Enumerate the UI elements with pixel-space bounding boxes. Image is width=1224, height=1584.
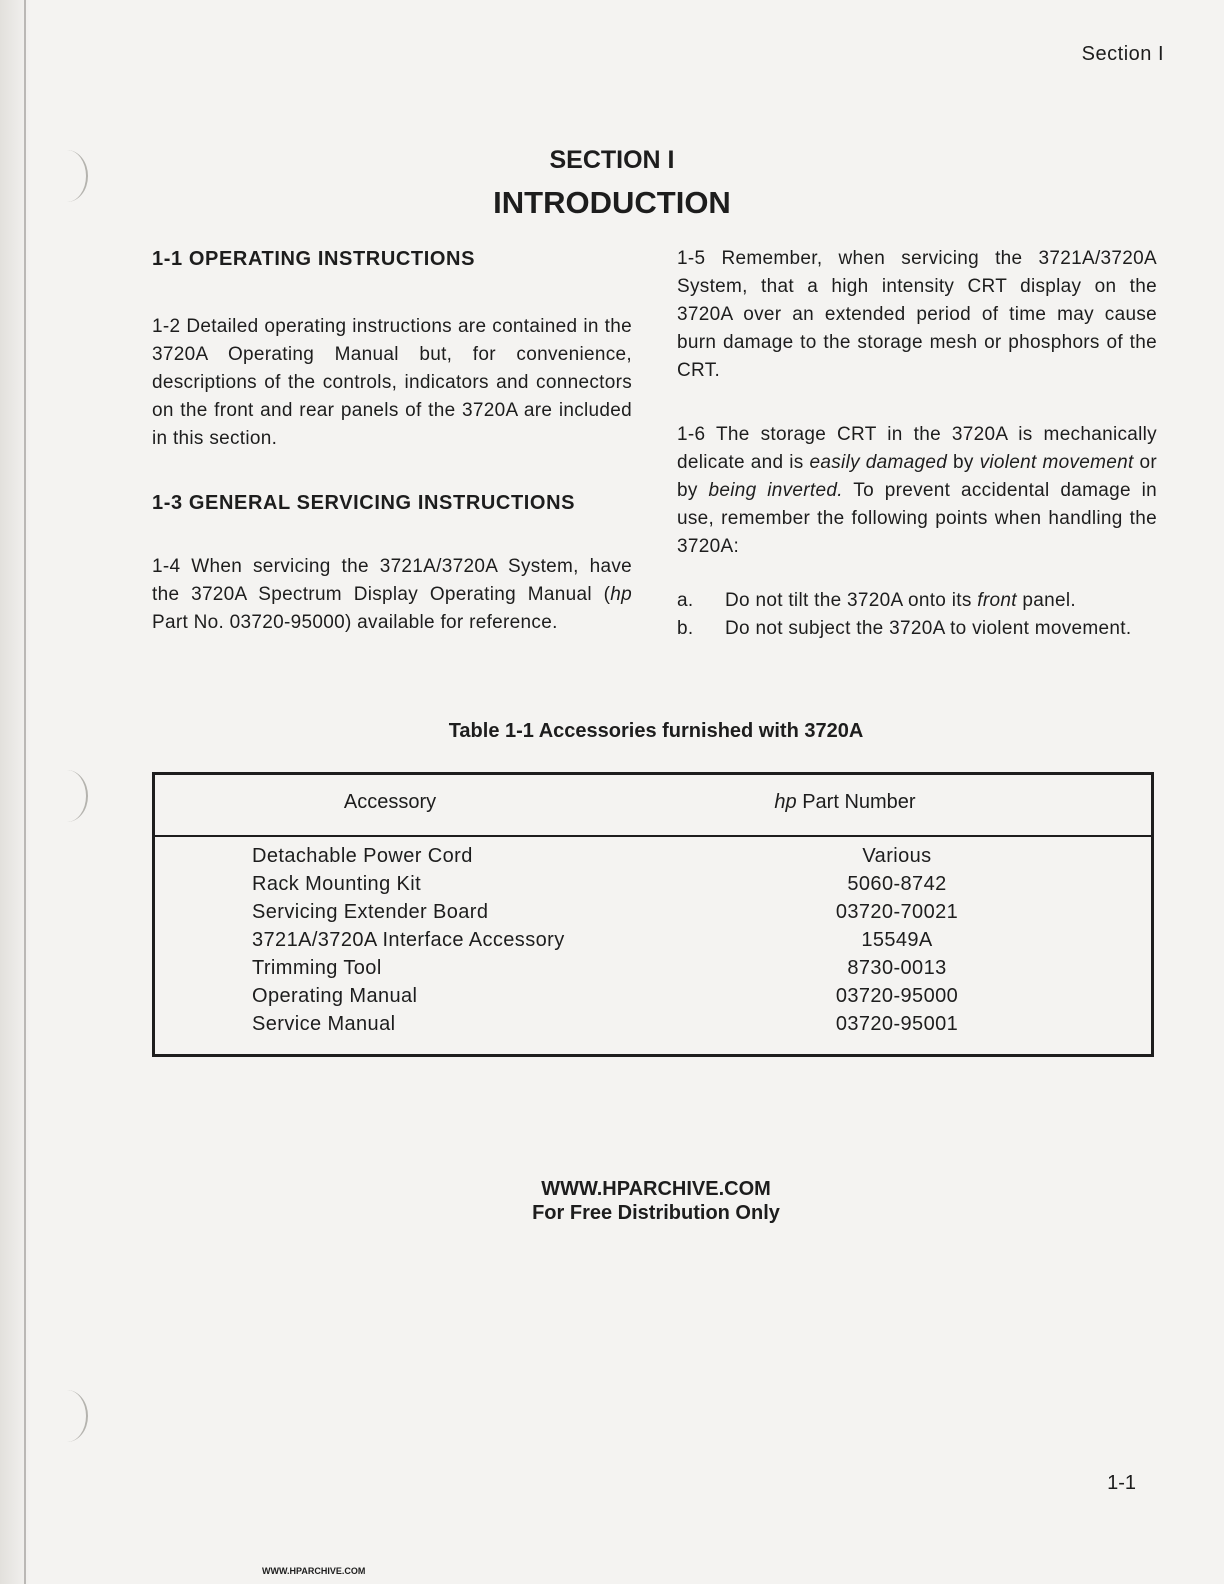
accessory-cell: Rack Mounting Kit: [252, 873, 422, 895]
table-row: [155, 873, 1151, 901]
right-column: [677, 245, 1157, 643]
part-number-cell: 15549A: [861, 929, 933, 951]
table-row: [155, 929, 1151, 957]
table-row: [155, 985, 1151, 1013]
footer-note: For Free Distribution Only: [532, 1202, 780, 1224]
accessory-cell: Servicing Extender Board: [252, 901, 489, 923]
footer-url: WWW.HPARCHIVE.COM: [541, 1178, 771, 1200]
handling-list: [677, 587, 1157, 643]
accessory-cell: Detachable Power Cord: [252, 845, 473, 867]
accessory-cell: Service Manual: [252, 1013, 396, 1035]
part-number-cell: Various: [862, 845, 932, 867]
paragraph-1-5: 1-5 Remember, when servicing the 3721A/3720A System, that a high intensity CRT display on the 3720A over an extended period of time may cause burn damage to the storage mesh or phosphors of the CRT.: [677, 248, 1157, 381]
hp-logo-text: hp: [610, 584, 632, 605]
table-row: [155, 1013, 1151, 1041]
left-column: [152, 245, 632, 637]
table-row: [155, 901, 1151, 929]
paragraph-1-6-text-g: To prevent accidental damage in use, remember the following points when handling the 3720A:: [677, 480, 1157, 557]
page-title: INTRODUCTION: [493, 185, 731, 220]
paragraph-1-4-text-b: Part No. 03720-95000) available for reference.: [152, 612, 558, 633]
binding-line: [24, 0, 26, 1584]
part-number-cell: 8730-0013: [847, 957, 947, 979]
table-row: [155, 957, 1151, 985]
hp-logo-text-header: hp: [774, 791, 797, 813]
list-text-a-part-1: Do not tilt the 3720A onto its: [725, 590, 978, 611]
emphasis-easily-damaged: easily damaged: [809, 452, 948, 473]
punch-hole-middle: [46, 770, 88, 822]
part-number-cell: 03720-95001: [835, 1013, 959, 1035]
list-marker-b: b.: [677, 618, 694, 639]
running-header: Section I: [1081, 43, 1164, 65]
page-number: 1-1: [1107, 1472, 1136, 1494]
table-row: [155, 845, 1151, 873]
punch-hole-bottom: [46, 1390, 88, 1442]
emphasis-front: front: [977, 590, 1017, 611]
emphasis-being-inverted: being inverted.: [708, 480, 843, 501]
list-marker-a: a.: [677, 590, 694, 611]
part-number-cell: 03720-95000: [835, 985, 959, 1007]
paragraph-1-2: 1-2 Detailed operating instructions are contained in the 3720A Operating Manual but, for convenience, descriptions of the controls, indicators and connectors on the front and rear panels of the 3720A are included in this section.: [152, 316, 632, 449]
accessories-table: [152, 772, 1154, 1057]
paragraph-1-6-text-e: or by: [677, 452, 1158, 501]
paragraph-1-4-text-a: 1-4 When servicing the 3721A/3720A System, have the 3720A Spectrum Display Operating Manual (: [152, 556, 632, 605]
heading-1-1: 1-1 OPERATING INSTRUCTIONS: [152, 248, 476, 270]
list-text-a-part-2: panel.: [1016, 590, 1076, 611]
accessory-cell: 3721A/3720A Interface Accessory: [252, 929, 565, 951]
list-item-a: [677, 587, 1157, 615]
heading-1-3: 1-3 GENERAL SERVICING INSTRUCTIONS: [152, 492, 576, 514]
list-text-b: Do not subject the 3720A to violent movement.: [725, 618, 1132, 639]
table-header-row: [155, 775, 1151, 837]
paragraph-1-4: [152, 553, 632, 637]
bottom-watermark-url: WWW.HPARCHIVE.COM: [262, 1566, 366, 1576]
list-text-a: [725, 587, 1076, 615]
column-header-part-number-text: Part Number: [796, 791, 916, 813]
paragraph-1-6-text-a: 1-6 The storage CRT in the 3720A is mechanically delicate and is: [677, 424, 1157, 473]
paragraph-1-6: [677, 421, 1157, 561]
part-number-cell: 5060-8742: [847, 873, 947, 895]
part-number-cell: 03720-70021: [835, 901, 959, 923]
paragraph-1-6-text-c: by: [947, 452, 980, 473]
accessory-cell: Operating Manual: [252, 985, 418, 1007]
table-body: [155, 845, 1151, 1041]
section-title: SECTION I: [549, 146, 675, 174]
column-header-accessory: Accessory: [343, 791, 437, 813]
accessory-cell: Trimming Tool: [252, 957, 382, 979]
column-header-part-number: [695, 791, 995, 814]
table-caption: Table 1-1 Accessories furnished with 3720A: [448, 720, 864, 742]
list-item-b: [677, 615, 1157, 643]
emphasis-violent-movement: violent movement: [979, 452, 1134, 473]
